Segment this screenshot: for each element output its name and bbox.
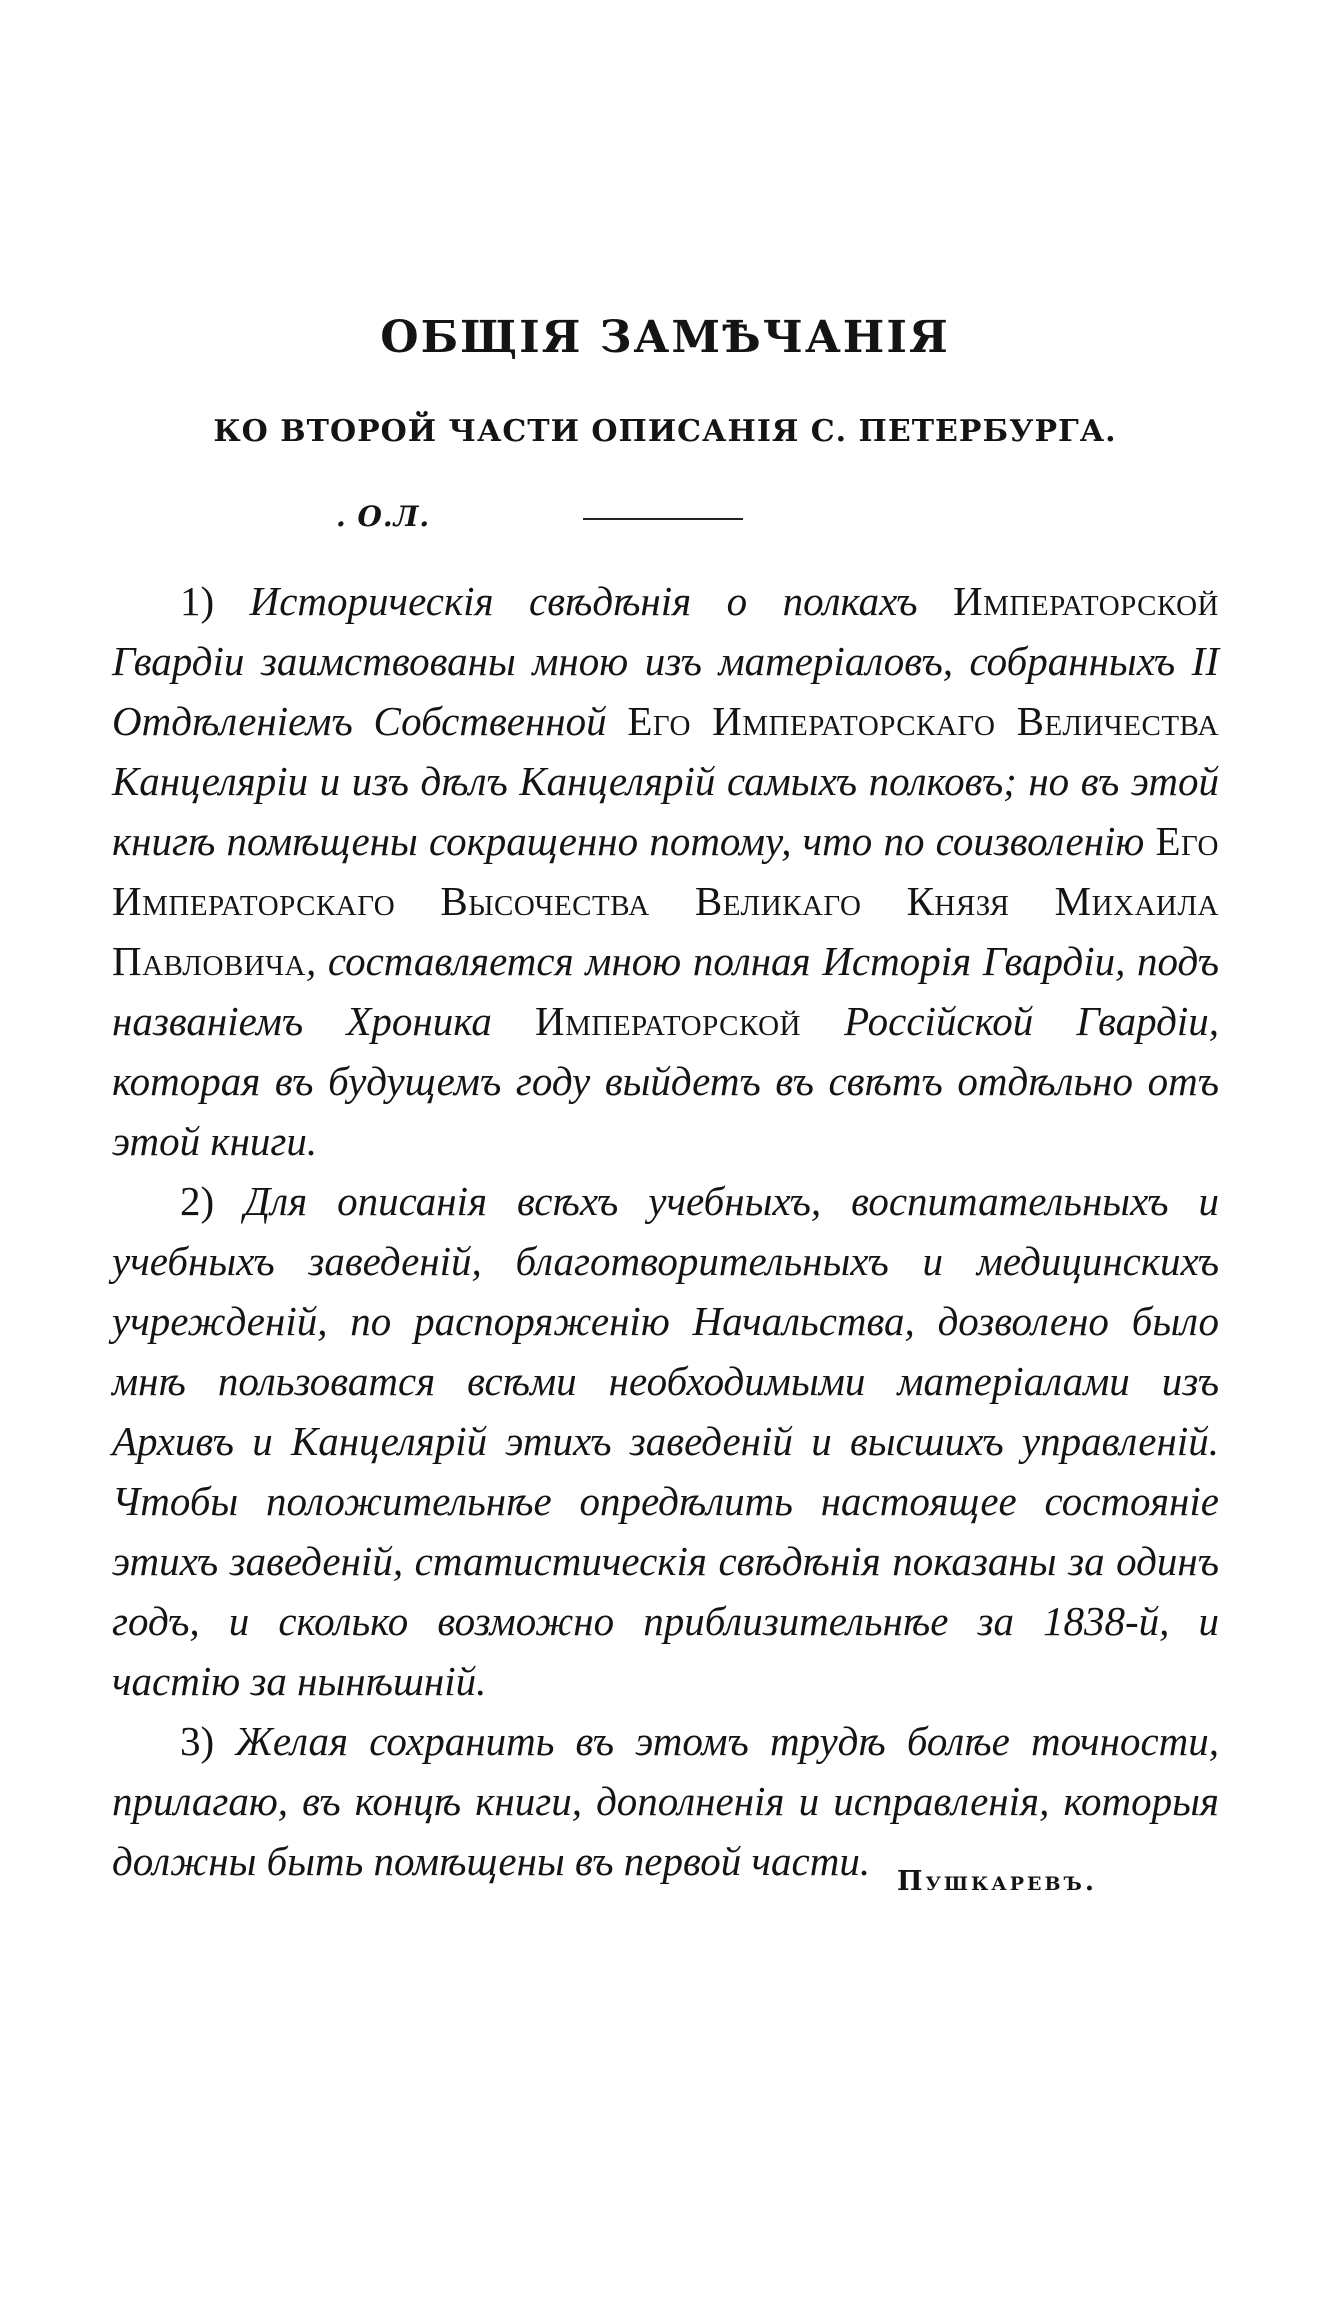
text-segment: Историческія свѣдѣнія о полкахъ [249, 578, 954, 624]
text-segment: Его Императорскаго Величества [627, 698, 1220, 744]
paragraph-number: 2) [180, 1178, 215, 1224]
text-segment: Канцеляріи и изъ дѣлъ Канцелярій самыхъ полковъ; но въ этой книгѣ помѣщены сокращенно потому, что по соизволенію [112, 758, 1219, 864]
paragraph-number: 3) [180, 1718, 215, 1764]
text-segment: , составляется мною полная Исторія Гвардіи, подъ названіемъ Хроника [112, 938, 1219, 1044]
text-segment: Для описанія всѣхъ учебныхъ, воспитательныхъ и учебныхъ заведеній, благотворительныхъ и медицинскихъ учрежденій, по распоряженію Начальства, дозволено было мнѣ пользоватся всѣми необходимыми матеріалами изъ Архивъ и Канцелярій этихъ заведеній и высшихъ управленій. Чтобы положительнѣе опредѣлить настоящее состояніе этихъ заведеній, статистическія свѣдѣнія показаны за одинъ годъ, и сколько возможно приблизительнѣе за 1838-й, и частію за нынѣшній. [112, 1178, 1220, 1704]
ornament-mark: . О.Л. [336, 500, 431, 533]
paragraph-2 [112, 1171, 1219, 1711]
paragraph-number: 1) [180, 578, 215, 624]
text-segment: Императорской [534, 998, 801, 1044]
page-title: ОБЩІЯ ЗАМѢЧАНІЯ [380, 312, 950, 363]
title-divider [583, 518, 743, 520]
text-segment: Императорской [953, 578, 1220, 624]
text-segment: Россійской Гвардіи, которая въ будущемъ году выйдетъ въ свѣтъ отдѣльно отъ этой книги. [112, 998, 1219, 1164]
text-segment: Гвардіи заимствованы мною изъ матеріаловъ, собранныхъ II Отдѣленіемъ Собственной [112, 638, 1219, 744]
paragraph-1 [112, 571, 1219, 1171]
page-subtitle: КО ВТОРОЙ ЧАСТИ ОПИСАНІЯ С. ПЕТЕРБУРГА. [213, 414, 1117, 449]
text-segment: Желая сохранить въ этомъ трудѣ болѣе точности, прилагаю, въ концѣ книги, дополненія и исправленія, которыя должны быть помѣщены въ первой части. [112, 1718, 1220, 1884]
author-signature: Пушкаревъ. [897, 1866, 1098, 1897]
text-segment: Его Императорскаго Высочества Великаго Князя Михаила Павловича [112, 818, 1219, 984]
body-text [112, 571, 1219, 1891]
